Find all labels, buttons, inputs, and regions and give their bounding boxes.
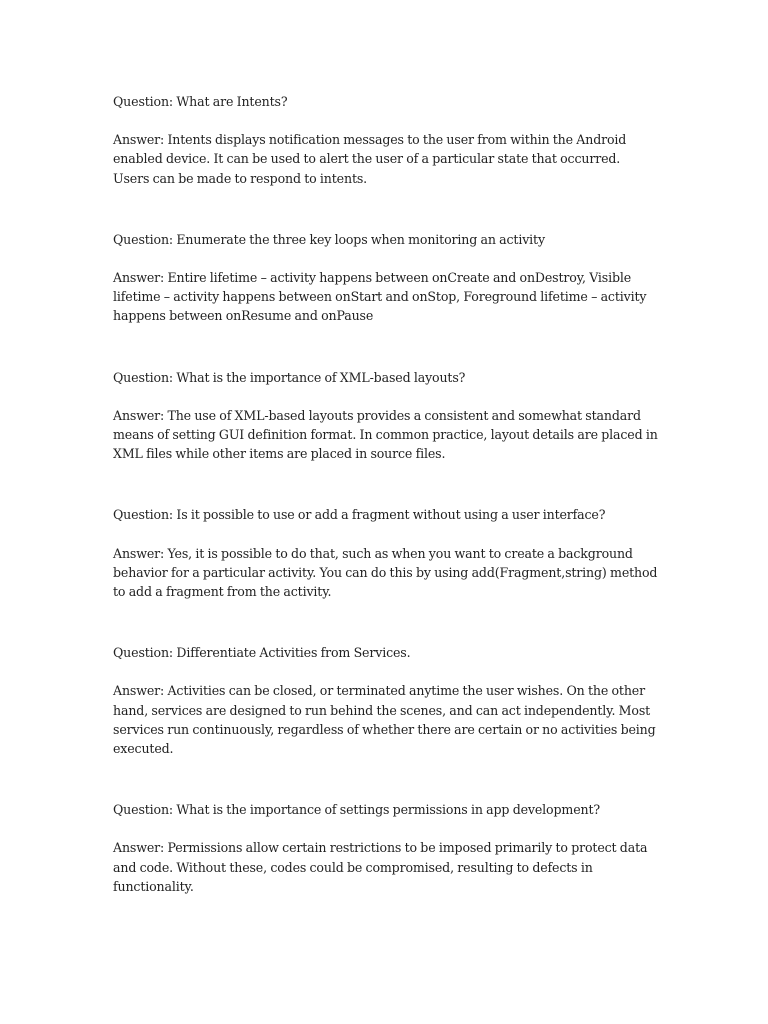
question-text: Question: What are Intents? <box>113 94 288 109</box>
qa-block-fragment <box>113 505 658 601</box>
answer-text: Answer: Intents displays notification messages to the user from within the Android enabled device. It can be used to alert the user of a particular state that occurred. Users can be made to respond to intents. <box>113 132 627 186</box>
question-text: Question: What is the importance of XML-based layouts? <box>113 369 466 385</box>
answer-text: Answer: The use of XML-based layouts provides a consistent and somewhat standard means of setting GUI definition format. In common practice, layout details are placed in XML files while other items are placed in source files. <box>113 407 658 462</box>
question-text: Question: What is the importance of settings permissions in app development? <box>113 802 600 818</box>
question-text: Question: Enumerate the three key loops when monitoring an activity <box>113 231 545 247</box>
qa-block-activity-loops <box>113 230 658 326</box>
answer-text: Answer: Yes, it is possible to do that, such as when you want to create a background behavior for a particular activity. You can do this by using add(Fragment,string) method to add a fragment from the activity. <box>113 545 658 600</box>
question-text: Question: Is it possible to use or add a fragment without using a user interface? <box>113 507 606 523</box>
answer-text: Answer: Activities can be closed, or terminated anytime the user wishes. On the other hand, services are designed to run behind the scenes, and can act independently. Most services run continuously, regardless of whether there are certain or no activities being executed. <box>113 683 656 757</box>
qa-block-intents <box>113 92 658 188</box>
answer-text: Answer: Entire lifetime – activity happens between onCreate and onDestroy, Visible lifetime – activity happens between onStart and onStop, Foreground lifetime – activity happens between onResume and onPause <box>113 270 647 324</box>
qa-block-activities-services <box>113 643 658 758</box>
qa-block-xml-layouts <box>113 368 658 464</box>
answer-text: Answer: Permissions allow certain restrictions to be imposed primarily to protect data and code. Without these, codes could be compromised, resulting to defects in functionality. <box>113 840 648 894</box>
question-text: Question: Differentiate Activities from Services. <box>113 645 411 661</box>
document-page <box>113 92 658 896</box>
qa-block-permissions <box>113 800 658 896</box>
